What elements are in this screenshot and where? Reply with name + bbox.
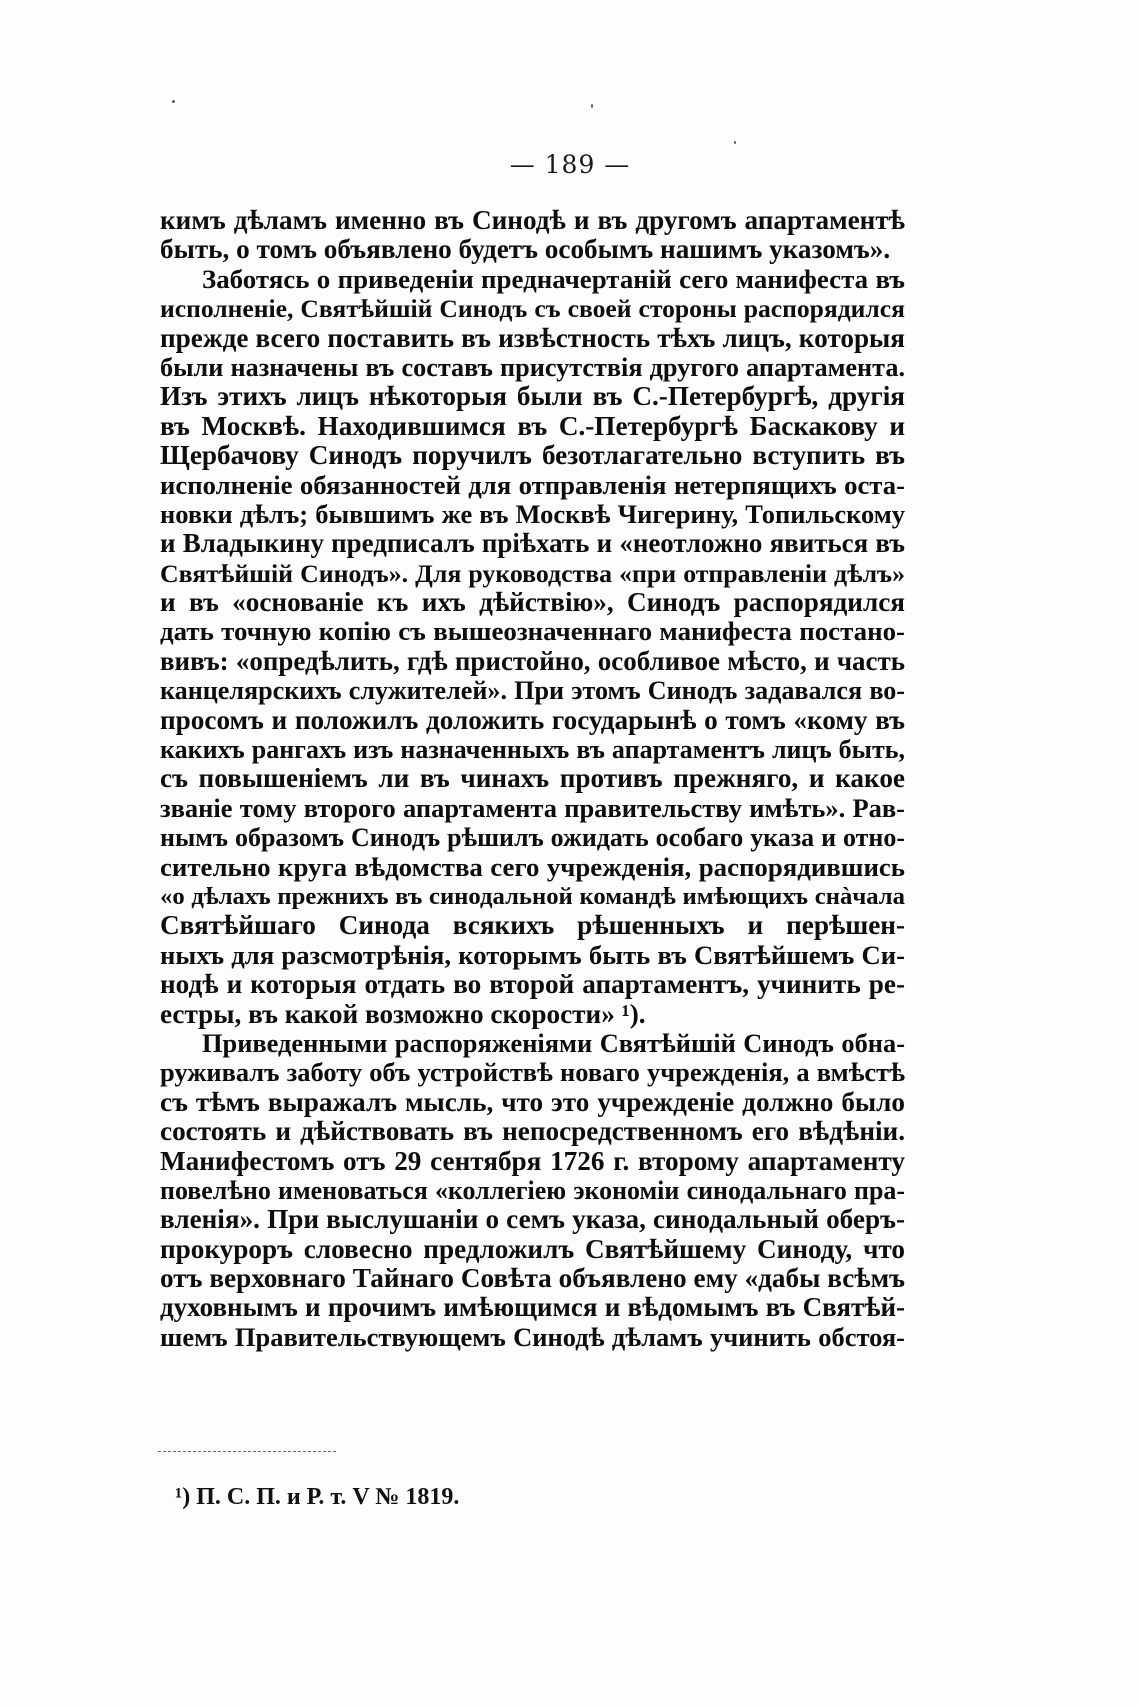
- text-line: «о дѣлахъ прежнихъ въ синодальной командѣ имѣющихъ снàчала: [160, 882, 905, 910]
- print-speck: [172, 100, 175, 103]
- text-line: прокуроръ словесно предложилъ Святѣйшему Синоду, что: [160, 1233, 905, 1264]
- text-line: Заботясь о приведеніи предначертаній сего манифеста въ: [202, 263, 905, 294]
- text-line: ныхъ для разсмотрѣнія, которымъ быть въ Святѣйшемъ Си-: [160, 939, 905, 970]
- text-line: шемъ Правительствующемъ Синодѣ дѣламъ учинить обстоя-: [160, 1321, 905, 1352]
- text-line: Манифестомъ отъ 29 сентября 1726 г. второму апартаменту: [160, 1145, 905, 1176]
- text-line: просомъ и положилъ доложить государынѣ о томъ «кому въ: [160, 704, 905, 735]
- text-line: исполненіе обязанностей для отправленія нетерпящихъ оста-: [160, 469, 905, 500]
- print-speck: [591, 104, 593, 108]
- text-line: быть, о томъ объявлено будетъ особымъ нашимъ указомъ».: [160, 234, 891, 265]
- text-line: сительно круга вѣдомства сего учрежденія, распорядившись: [160, 851, 905, 882]
- text-line: и Владыкину предписалъ пріѣхать и «неотложно явиться въ: [160, 528, 905, 559]
- text-line: званіе тому второго апартамента правительству имѣть». Рав-: [160, 792, 905, 823]
- text-line: и въ «основаніе къ ихъ дѣйствію», Синодъ распорядился: [160, 587, 905, 618]
- footnote: [175, 1484, 459, 1511]
- text-line: отъ верховнаго Тайнаго Совѣта объявлено ему «дабы всѣмъ: [160, 1263, 905, 1294]
- text-line: Изъ этихъ лицъ нѣкоторыя были въ С.-Петербургѣ, другія: [160, 381, 905, 412]
- text-line: нымъ образомъ Синодъ рѣшилъ ожидать особаго указа и отно-: [160, 823, 905, 853]
- text-line: съ тѣмъ выражалъ мысль, что это учрежденіе должно было: [160, 1086, 905, 1117]
- text-line: вивъ: «опредѣлить, гдѣ пристойно, особливое мѣсто, и часть: [160, 645, 905, 676]
- text-line: канцелярскихъ служителей». При этомъ Синодъ задавался во-: [160, 676, 905, 706]
- text-line: какихъ рангахъ изъ назначенныхъ въ апартаментъ лицъ быть,: [160, 735, 905, 765]
- text-line: состоять и дѣйствовать въ непосредственномъ его вѣдѣніи.: [160, 1116, 905, 1147]
- text-line: были назначены въ составъ присутствія другого апартамента.: [160, 352, 905, 382]
- text-line: исполненіе, Святѣйшій Синодъ съ своей стороны распорядился: [160, 294, 905, 324]
- footnote-separator: [158, 1451, 336, 1452]
- print-speck: [734, 141, 736, 144]
- text-line: въ Москвѣ. Находившимся въ С.-Петербургѣ Баскакову и: [160, 410, 905, 441]
- text-line: Святѣйшаго Синода всякихъ рѣшенныхъ и перѣшен-: [160, 910, 905, 941]
- body-text: [160, 206, 905, 1352]
- text-line: повелѣно именоваться «коллегіею экономіи синодальнаго пра-: [160, 1175, 905, 1205]
- footnote-text: П. С. П. и Р. т. V № 1819.: [196, 1484, 460, 1510]
- text-line: духовнымъ и прочимъ имѣющимся и вѣдомымъ въ Святѣй-: [160, 1292, 905, 1323]
- text-line: естры, въ какой возможно скорости» ¹).: [160, 998, 646, 1029]
- text-line: прежде всего поставить въ извѣстность тѣхъ лицъ, которыя: [160, 322, 905, 353]
- text-line: Приведенными распоряженіями Святѣйшій Синодъ обна-: [202, 1027, 905, 1058]
- text-line: новки дѣлъ; бывшимъ же въ Москвѣ Чигерину, Топильскому: [160, 498, 905, 529]
- text-line: кимъ дѣламъ именно въ Синодѣ и въ другомъ апартаментѣ: [160, 205, 905, 235]
- text-line: вленія». При выслушаніи о семъ указа, синодальный оберъ-: [160, 1204, 905, 1235]
- text-line: дать точную копію съ вышеозначеннаго манифеста постано-: [160, 616, 905, 647]
- footnote-marker: ¹): [175, 1484, 191, 1510]
- text-line: съ повышеніемъ ли въ чинахъ противъ прежняго, и какое: [160, 763, 905, 794]
- text-line: Щербачову Синодъ поручилъ безотлагательно вступить въ: [160, 440, 905, 471]
- text-line: руживалъ заботу объ устройствѣ новаго учрежденія, а вмѣстѣ: [160, 1057, 905, 1088]
- text-line: нодѣ и которыя отдать во второй апартаментъ, учинить ре-: [160, 969, 905, 1000]
- text-line: Святѣйшій Синодъ». Для руководства «при отправленіи дѣлъ»: [160, 558, 905, 588]
- page-number: — 189 —: [509, 150, 631, 179]
